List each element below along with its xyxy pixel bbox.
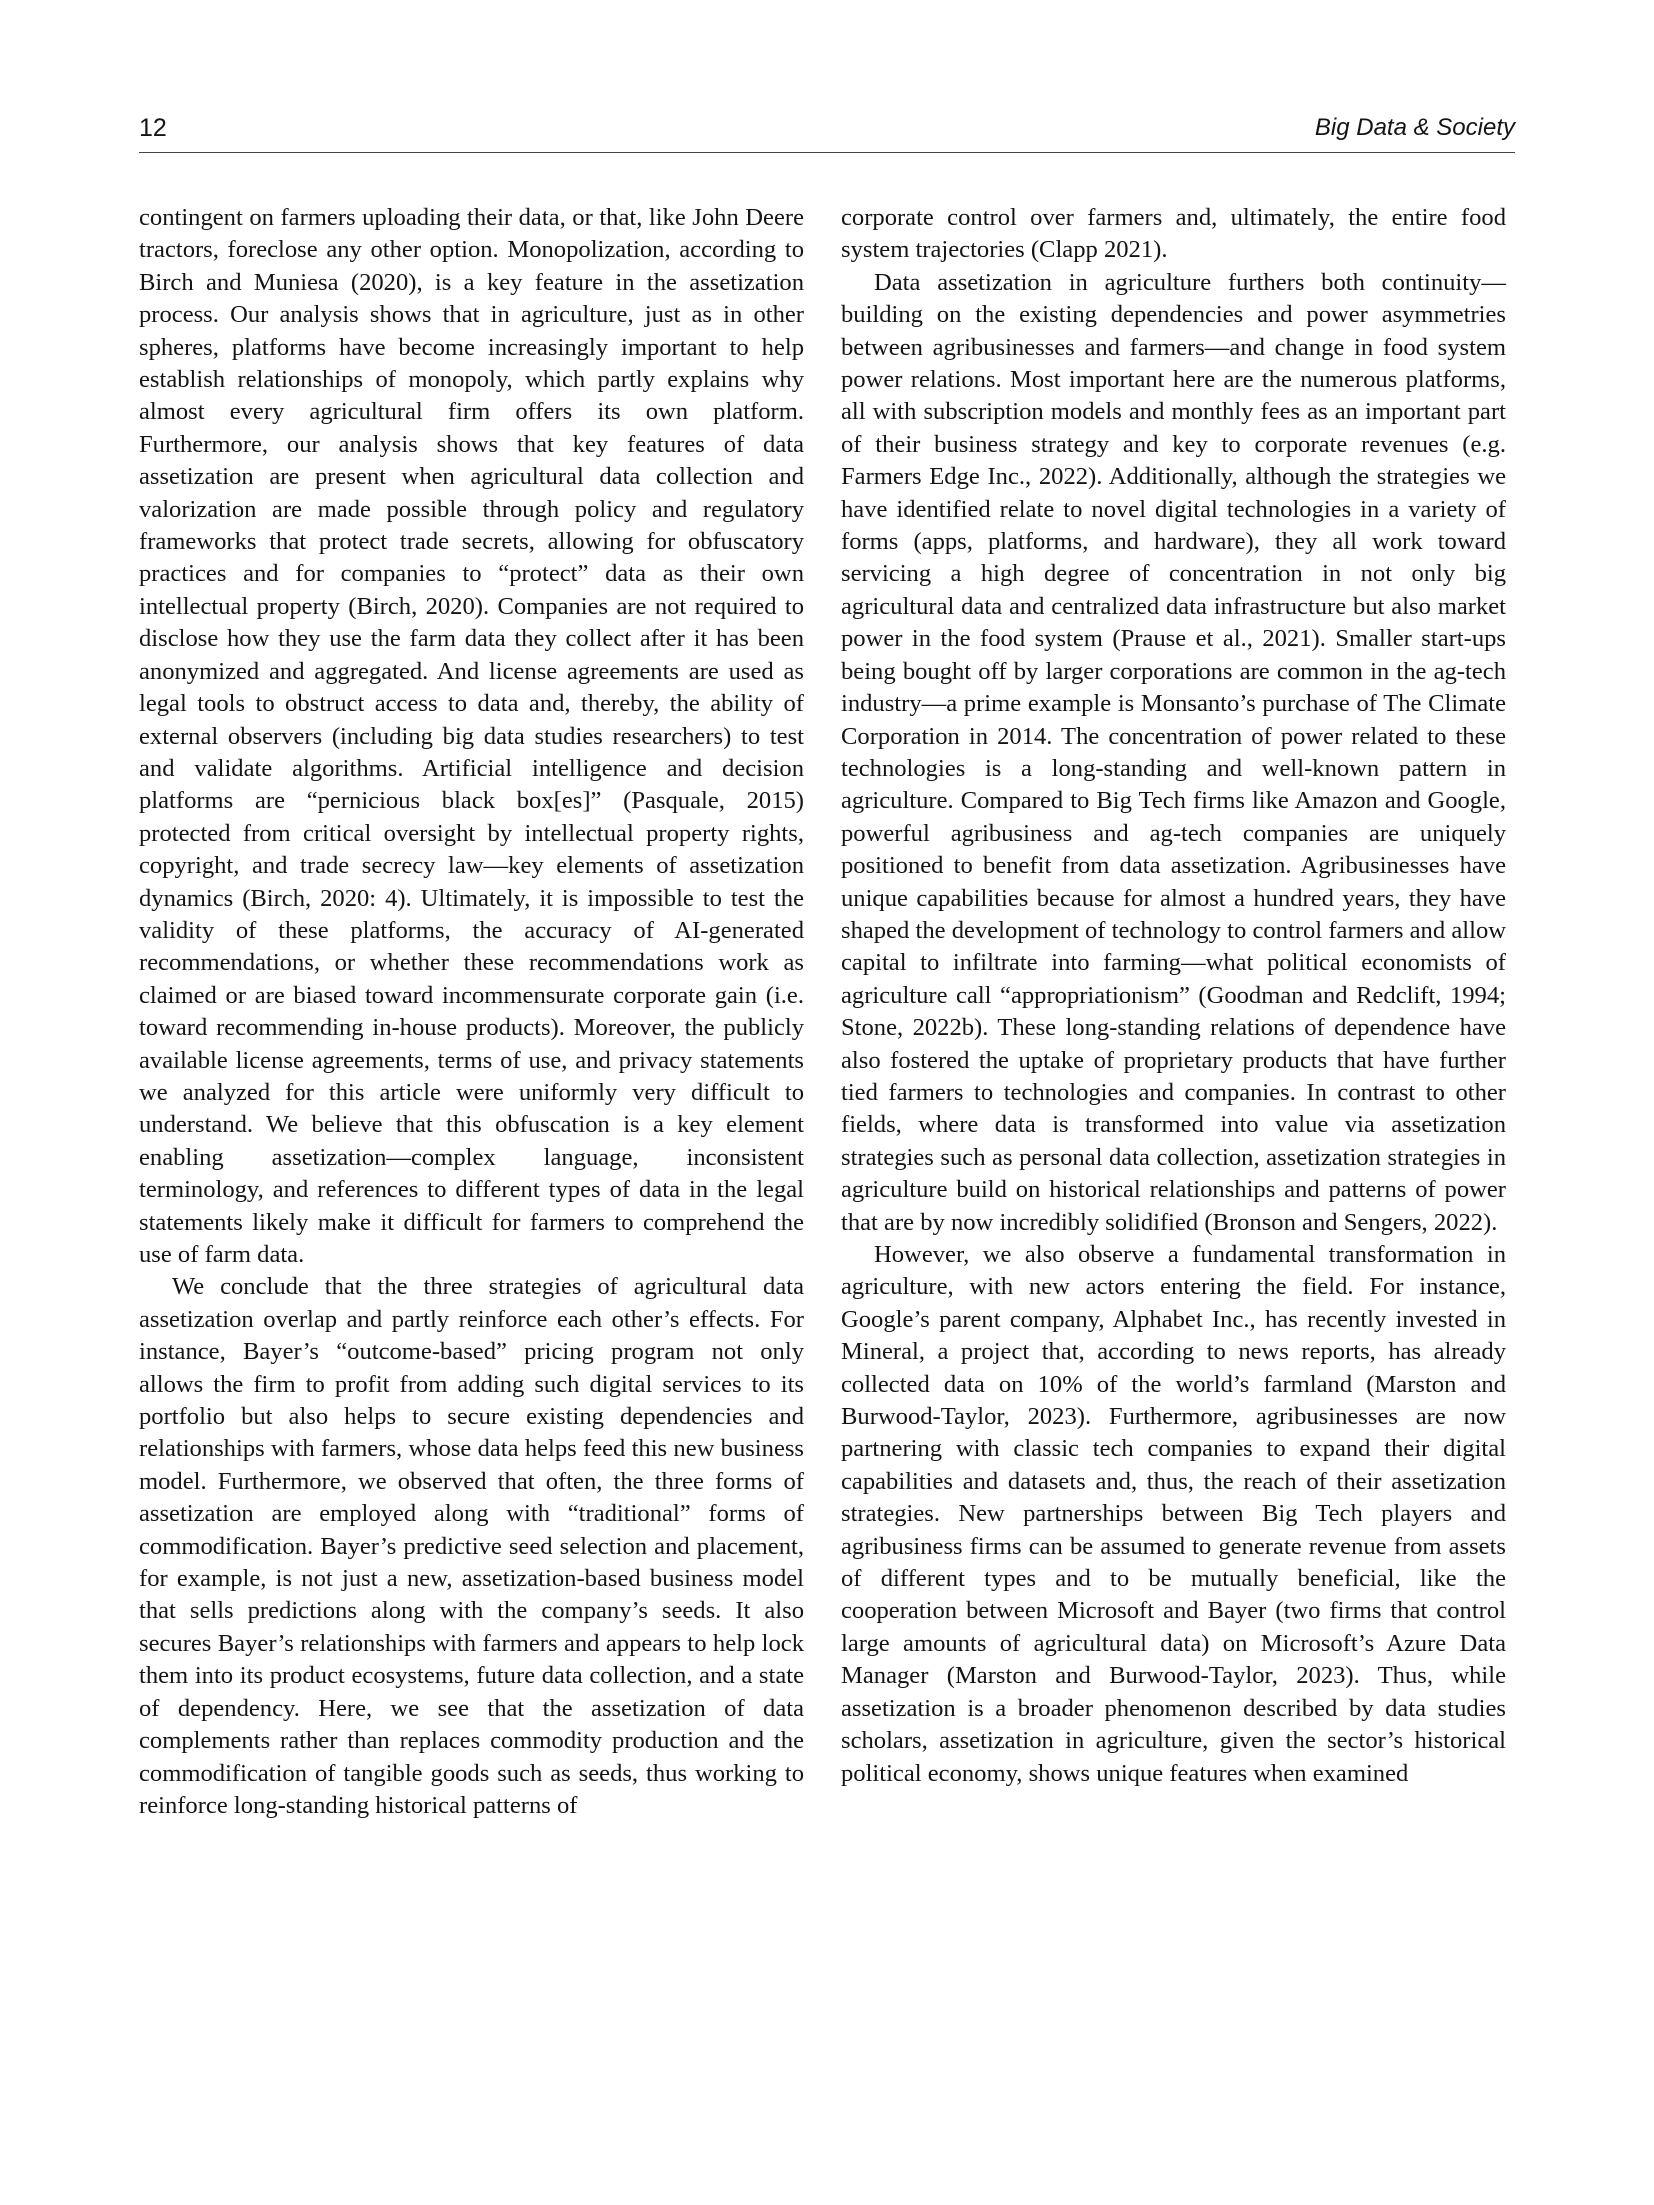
paragraph: We conclude that the three strategies of agricultural data assetization overlap and partly reinforce each other’s effects. For instance, Bayer’s “outcome-based” pricing program not only allows the firm to profit from adding such digital services to its portfolio but also helps to secure existing dependencies and relationships with farmers, whose data helps feed this new business model. Furthermore, we observed that often, the three forms of assetization are employed along with “traditional” forms of commodification. Bayer’s predictive seed selection and placement, for example, is not just a new, assetization-based business model that sells predictions along with the company’s seeds. It also secures Bayer’s relationships with farmers and appears to help lock them into its product ecosystems, future data collection, and a state of dependency. Here, we see that the assetization of data complements rather than replaces commodity production and the commodification of tangible goods such as seeds, thus working to reinforce long-standing historical patterns of	[139, 1273, 804, 1819]
paragraph: Data assetization in agriculture furthers both continuity—building on the existing dependencies and power asymmetries between agribusinesses and farmers—and change in food system power relations. Most important here are the numerous platforms, all with subscription models and monthly fees as an important part of their business strategy and key to corporate revenues (e.g. Farmers Edge Inc., 2022). Additionally, although the strategies we have identified relate to novel digital technologies in a variety of forms (apps, platforms, and hardware), they all work toward servicing a high degree of concentration in not only big agricultural data and centralized data infrastructure but also market power in the food system (Prause et al., 2021). Smaller start-ups being bought off by larger corporations are common in the ag-tech industry—a prime example is Monsanto’s purchase of The Climate Corporation in 2014. The concentration of power related to these technologies is a long-standing and well-known pattern in agriculture. Compared to Big Tech firms like Amazon and Google, powerful agribusiness and ag-tech companies are uniquely positioned to benefit from data assetization. Agribusinesses have unique capabilities because for almost a hundred years, they have shaped the development of technology to control farmers and allow capital to infiltrate into farming—what political economists of agriculture call “appropriationism” (Goodman and Redclift, 1994; Stone, 2022b). These long-standing relations of dependence have also fostered the uptake of proprietary products that have further tied farmers to technologies and companies. In contrast to other fields, where data is transformed into value via assetization strategies such as personal data collection, assetization strategies in agriculture build on historical relationships and patterns of power that are by now incredibly solidified (Bronson and Sengers, 2022).	[841, 268, 1506, 1236]
running-header	[139, 112, 1515, 153]
left-column	[139, 202, 804, 1822]
journal-title: Big Data & Society	[1314, 114, 1515, 141]
paragraph: corporate control over farmers and, ultimately, the entire food system trajectories (Clapp 2021).	[841, 204, 1506, 264]
paragraph: contingent on farmers uploading their data, or that, like John Deere tractors, foreclose any other option. Monopolization, according to Birch and Muniesa (2020), is a key feature in the assetization process. Our analysis shows that in agriculture, just as in other spheres, platforms have become increasingly important to help establish relationships of monopoly, which partly explains why almost every agricultural firm offers its own platform. Furthermore, our analysis shows that key features of data assetization are present when agricultural data collection and valorization are made possible through policy and regulatory frameworks that protect trade secrets, allowing for obfuscatory practices and for companies to “protect” data as their own intellectual property (Birch, 2020). Companies are not required to disclose how they use the farm data they collect after it has been anonymized and aggregated. And license agreements are used as legal tools to obstruct access to data and, thereby, the ability of external observers (including big data studies researchers) to test and validate algorithms. Artificial intelligence and decision platforms are “pernicious black box[es]” (Pasquale, 2015) protected from critical oversight by intellectual property rights, copyright, and trade secrecy law—key elements of assetization dynamics (Birch, 2020: 4). Ultimately, it is impossible to test the validity of these platforms, the accuracy of AI-generated recommendations, or whether these recommendations work as claimed or are biased toward incommensurate corporate gain (i.e. toward recommending in-house products). Moreover, the publicly available license agreements, terms of use, and privacy statements we analyzed for this article were uniformly very difficult to understand. We believe that this obfuscation is a key element enabling assetization—complex language, inconsistent terminology, and references to different types of data in the legal statements likely make it difficult for farmers to comprehend the use of farm data.	[139, 204, 804, 1268]
paragraph: However, we also observe a fundamental transformation in agriculture, with new actors entering the field. For instance, Google’s parent company, Alphabet Inc., has recently invested in Mineral, a project that, according to news reports, has already collected data on 10% of the world’s farmland (Marston and Burwood-Taylor, 2023). Furthermore, agribusinesses are now partnering with classic tech companies to expand their digital capabilities and datasets and, thus, the reach of their assetization strategies. New partnerships between Big Tech players and agribusiness firms can be assumed to generate revenue from assets of different types and to be mutually beneficial, like the cooperation between Microsoft and Bayer (two firms that control large amounts of agricultural data) on Microsoft’s Azure Data Manager (Marston and Burwood-Taylor, 2023). Thus, while assetization is a broader phenomenon described by data studies scholars, assetization in agriculture, given the sector’s historical political economy, shows unique features when examined	[841, 1241, 1506, 1787]
page-number: 12	[139, 114, 167, 142]
right-column	[841, 202, 1506, 1790]
